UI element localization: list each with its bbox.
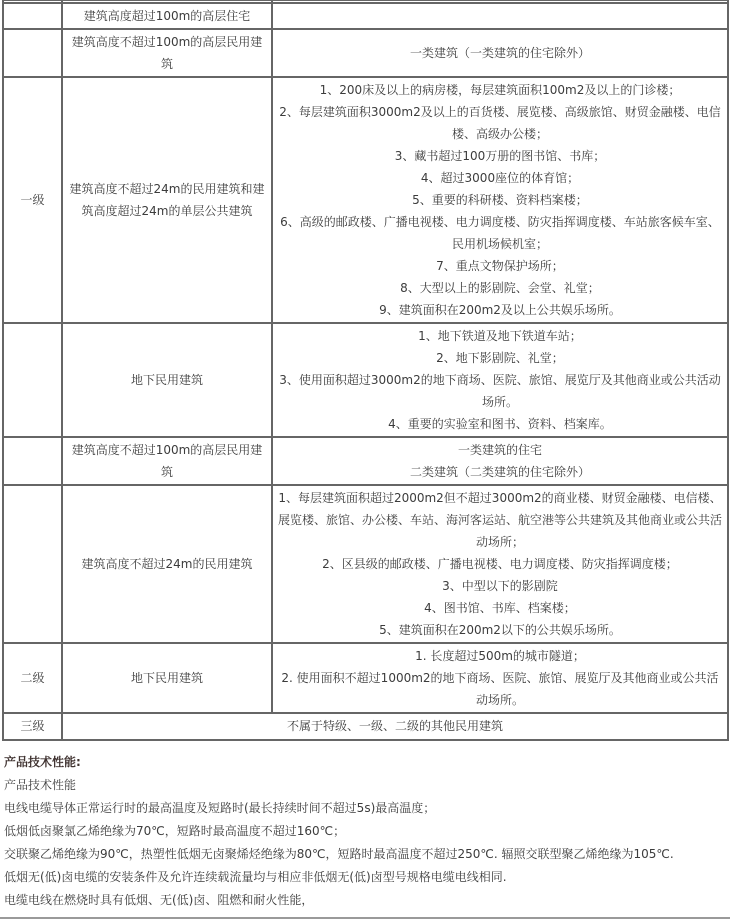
building-type-cell: 建筑高度超过100m的高层住宅 [62,3,272,29]
detail-line: 2、每层建筑面积3000m2及以上的百货楼、展览楼、高级旅馆、财贸金融楼、电信楼、高级办公楼； [279,104,721,141]
details-cell [272,3,728,29]
detail-line: 4、超过3000座位的体育馆； [420,170,580,185]
note-line: 产品技术性能 [4,777,77,792]
detail-line: 6、高级的邮政楼、广播电视楼、电力调度楼、防灾指挥调度楼、车站旅客候车室、民用机场候机室； [280,214,720,251]
detail-line: 8、大型以上的影剧院、会堂、礼堂； [400,280,600,295]
detail-line: 2、区县级的邮政楼、广播电视楼、电力调度楼、防灾指挥调度楼； [322,556,678,571]
technical-notes [4,751,730,912]
note-line: 交联聚乙烯绝缘为90℃，热塑性低烟无卤聚烯烃绝缘为80℃，短路时最高温度不超过250℃. 辐照交联型聚乙烯绝缘为105℃. [4,846,674,861]
detail-line: 4、图书馆、书库、档案楼； [424,600,576,615]
detail-line: 9、建筑面积在200m2及以上公共娱乐场所。 [379,302,621,317]
detail-line: 1、地下铁道及地下铁道车站； [418,328,582,343]
note-line: 电线电缆导体正常运行时的最高温度及短路时(最长持续时间不超过5s)最高温度； [4,800,436,815]
detail-line: 5、建筑面积在200m2以下的公共娱乐场所。 [379,622,621,637]
details-cell [272,485,728,643]
level-cell [3,323,62,437]
detail-line: 一类建筑的住宅 [457,442,542,457]
level-cell-grade-2: 二级 [3,643,62,713]
level-cell [3,29,62,77]
level-cell [3,485,62,643]
detail-line: 1、每层建筑面积超过2000m2但不超过3000m2的商业楼、财贸金融楼、电信楼、展览楼、旅馆、办公楼、车站、海河客运站、航空港等公共建筑及其他商业或公共活动场所； [277,490,722,549]
level-cell-grade-1: 一级 [3,77,62,323]
detail-line: 7、重点文物保护场所； [436,258,564,273]
table-row [3,77,728,323]
detail-line: 2、地下影剧院、礼堂； [436,350,564,365]
table-row [3,3,728,29]
details-cell [272,437,728,485]
building-type-cell: 地下民用建筑 [62,323,272,437]
notes-heading: 产品技术性能: [4,754,81,769]
building-type-cell: 建筑高度不超过100m的高层民用建筑 [62,29,272,77]
note-line: 低烟低卤聚氯乙烯绝缘为70℃，短路时最高温度不超过160℃； [4,823,346,838]
level-cell [3,3,62,29]
note-line: 低烟无(低)卤电缆的安装条件及允许连续载流量均与相应非低烟无(低)卤型号规格电缆电线相同. [4,869,507,884]
details-cell [272,323,728,437]
building-type-cell: 建筑高度不超过24m的民用建筑和建筑高度超过24m的单层公共建筑 [62,77,272,323]
details-cell [272,29,728,77]
detail-line: 3、藏书超过100万册的图书馆、书库； [394,148,606,163]
table-row [3,323,728,437]
level-cell [3,437,62,485]
building-type-cell: 地下民用建筑 [62,643,272,713]
note-line: 电缆电线在燃烧时具有低烟、无(低)卤、阻燃和耐火性能， [4,892,314,907]
detail-line: 5、重要的科研楼、资料档案楼； [412,192,588,207]
building-type-cell: 建筑高度不超过100m的高层民用建筑 [62,437,272,485]
detail-line: 一类建筑（一类建筑的住宅除外） [409,45,590,60]
level-cell-grade-3: 三级 [3,713,62,740]
detail-line: 二类建筑（二类建筑的住宅除外） [409,464,590,479]
table-row [3,437,728,485]
divider [0,917,730,919]
detail-line: 1、200床及以上的病房楼，每层建筑面积100m2及以上的门诊楼； [319,82,681,97]
table-row [3,485,728,643]
details-cell [272,77,728,323]
details-cell [272,643,728,713]
fire-resistance-class-table [2,0,729,741]
detail-line: 3、中型以下的影剧院 [442,578,558,593]
table-row [3,29,728,77]
detail-line: 4、重要的实验室和图书、资料、档案库。 [388,416,612,431]
table-row [3,713,728,740]
building-type-cell: 建筑高度不超过24m的民用建筑 [62,485,272,643]
table-row [3,643,728,713]
detail-line: 3、使用面积超过3000m2的地下商场、医院、旅馆、展览厅及其他商业或公共活动场所。 [279,372,721,409]
detail-line: 2. 使用面积不超过1000m2的地下商场、医院、旅馆、展览厅及其他商业或公共活动场所。 [281,670,719,707]
detail-line: 1. 长度超过500m的城市隧道； [415,648,585,663]
full-row-cell: 不属于特级、一级、二级的其他民用建筑 [62,713,728,740]
